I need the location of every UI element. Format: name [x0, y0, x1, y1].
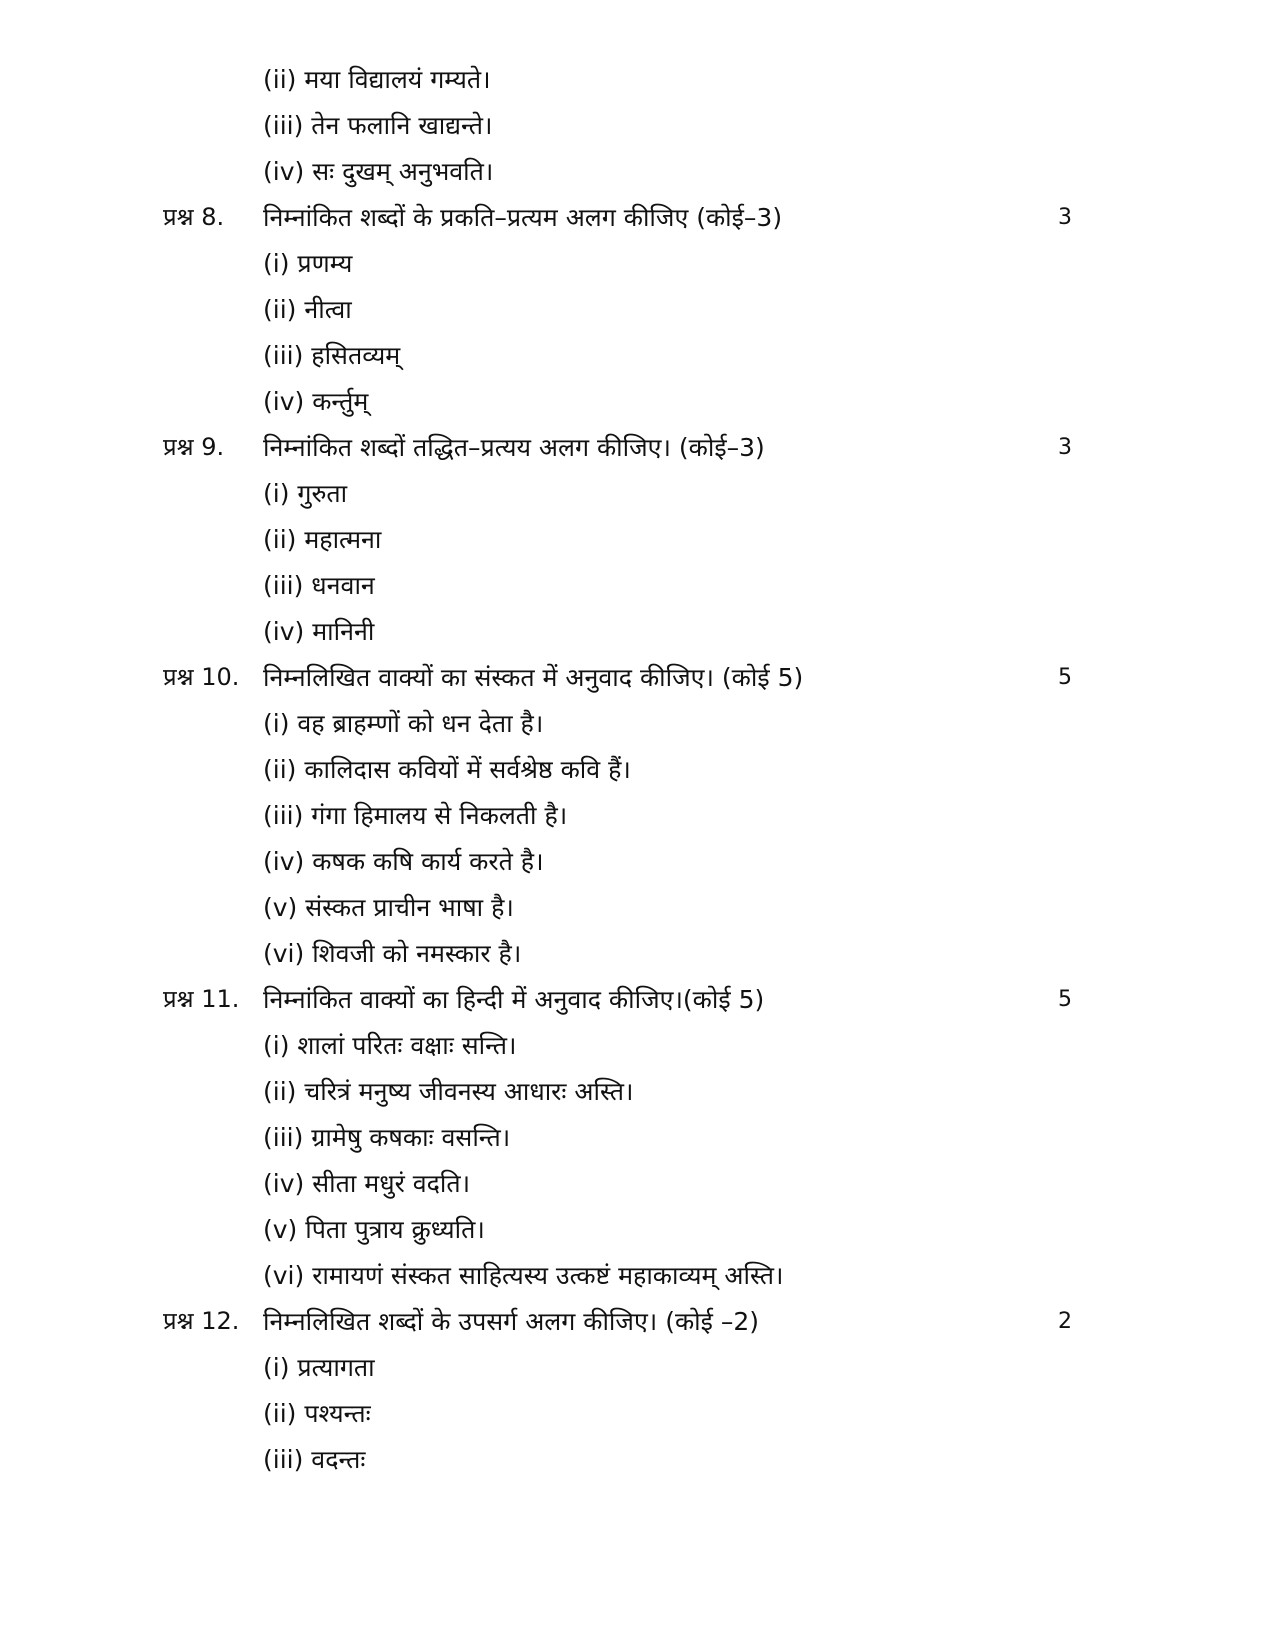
option-item: (ii) नीत्वा	[263, 295, 352, 324]
option-item: (vi) रामायणं संस्कत साहित्यस्य उत्कष्टं महाकाव्यम् अस्ति।	[263, 1261, 784, 1290]
question-text: निम्नलिखित वाक्यों का संस्कत में अनुवाद कीजिए। (कोई 5)	[263, 663, 804, 692]
question-text: निम्नांकित शब्दों तद्धित–प्रत्यय अलग कीजिए। (कोई–3)	[263, 433, 765, 462]
option-item: (iv) कषक कषि कार्य करते है।	[263, 847, 544, 876]
question-marks: 5	[1058, 987, 1072, 1012]
question-text: निम्नांकित वाक्यों का हिन्दी में अनुवाद कीजिए।(कोई 5)	[263, 985, 765, 1014]
question-label: प्रश्न 8.	[163, 203, 225, 231]
option-item: (ii) पश्यन्तः	[263, 1399, 371, 1428]
question-text: निम्नांकित शब्दों के प्रकति–प्रत्यम अलग कीजिए (कोई–3)	[263, 203, 783, 232]
option-item: (i) प्रत्यागता	[263, 1353, 375, 1382]
option-item: (ii) चरित्रं मनुष्य जीवनस्य आधारः अस्ति।	[263, 1077, 634, 1106]
option-item: (i) प्रणम्य	[263, 249, 353, 278]
question-label: प्रश्न 12.	[163, 1307, 240, 1335]
option-item: (iv) सीता मधुरं वदति।	[263, 1169, 471, 1198]
question-text: निम्नलिखित शब्दों के उपसर्ग अलग कीजिए। (कोई –2)	[263, 1307, 760, 1336]
option-item: (v) संस्कत प्राचीन भाषा है।	[263, 893, 514, 922]
option-item: (i) शालां परितः वक्षाः सन्ति।	[263, 1031, 517, 1060]
option-item: (iii) हसितव्यम्	[263, 341, 401, 370]
option-item: (vi) शिवजी को नमस्कार है।	[263, 939, 522, 968]
option-item: (iii) ग्रामेषु कषकाः वसन्ति।	[263, 1123, 511, 1152]
option-item: (iii) गंगा हिमालय से निकलती है।	[263, 801, 568, 830]
question-marks: 2	[1058, 1309, 1072, 1334]
option-item: (iv) कर्न्तुम्	[263, 387, 369, 416]
option-item: (ii) मया विद्यालयं गम्यते।	[263, 65, 491, 94]
option-item: (iv) मानिनी	[263, 617, 375, 646]
option-item: (iv) सः दुखम् अनुभवति।	[263, 157, 494, 186]
question-marks: 5	[1058, 665, 1072, 690]
question-marks: 3	[1058, 435, 1072, 460]
option-item: (ii) कालिदास कवियों में सर्वश्रेष्ठ कवि हैं।	[263, 755, 631, 784]
option-item: (i) वह ब्राहम्णों को धन देता है।	[263, 709, 544, 738]
option-item: (v) पिता पुत्राय क्रुध्यति।	[263, 1215, 485, 1244]
option-item: (i) गुरुता	[263, 479, 348, 508]
option-item: (iii) वदन्तः	[263, 1445, 366, 1474]
question-label: प्रश्न 9.	[163, 433, 225, 461]
option-item: (ii) महात्मना	[263, 525, 382, 554]
option-item: (iii) तेन फलानि खाद्यन्ते।	[263, 111, 493, 140]
question-label: प्रश्न 11.	[163, 985, 240, 1013]
option-item: (iii) धनवान	[263, 571, 375, 600]
question-label: प्रश्न 10.	[163, 663, 240, 691]
question-marks: 3	[1058, 205, 1072, 230]
